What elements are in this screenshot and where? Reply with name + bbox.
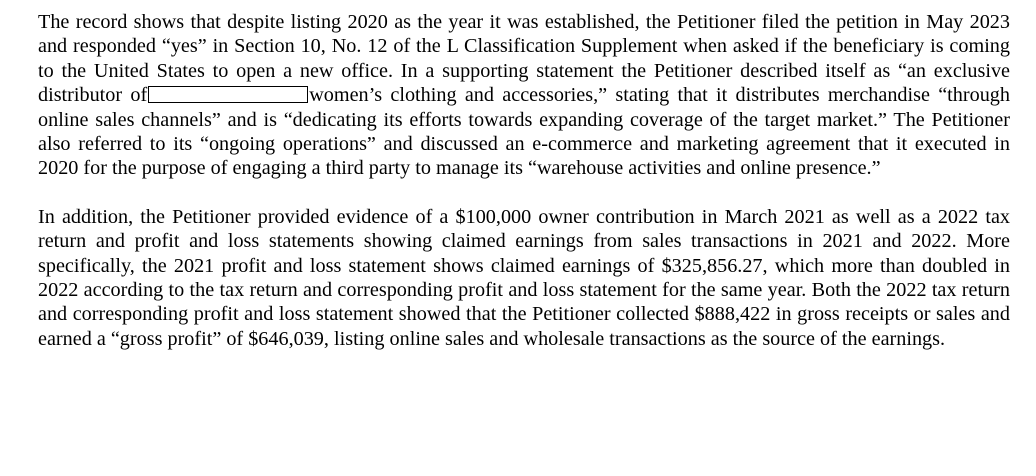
- document-page: [38, 10, 1010, 351]
- paragraph-record-text-start: The record shows that despite listing 2020 as the year it was established, the Petitioner filed the petition in May 2023 and responded “yes” in Section 10, No. 12 of the L Classification Supplement when asked if the beneficiary is coming to the United States to open a new office. In a supporting statement the Petitioner described itself as “an exclusive distributor of: [38, 11, 1010, 107]
- paragraph-evidence-text: In addition, the Petitioner provided evidence of a $100,000 owner contribution in March 2021 as well as a 2022 tax return and profit and loss statements showing claimed earnings from sales transactions in 2021 and 2022. More specifically, the 2021 profit and loss statement shows claimed earnings of $325,856.27, which more than doubled in 2022 according to the tax return and corresponding profit and loss statement for the same year. Both the 2022 tax return and corresponding profit and loss statement showed that the Petitioner collected $888,422 in gross receipts or sales and earned a “gross profit” of $646,039, listing online sales and wholesale transactions as the source of the earnings.: [38, 205, 1010, 350]
- redaction-box: [148, 86, 308, 103]
- paragraph-record: [38, 10, 1010, 181]
- paragraph-evidence: [38, 205, 1010, 351]
- paragraph-record-text-end: women’s clothing and accessories,” stating that it distributes merchandise “through online sales channels” and is “dedicating its efforts towards expanding coverage of the target market.” The Petitioner also referred to its “ongoing operations” and discussed an e-commerce and marketing agreement that it executed in 2020 for the purpose of engaging a third party to manage its “warehouse activities and online presence.”: [38, 84, 1010, 180]
